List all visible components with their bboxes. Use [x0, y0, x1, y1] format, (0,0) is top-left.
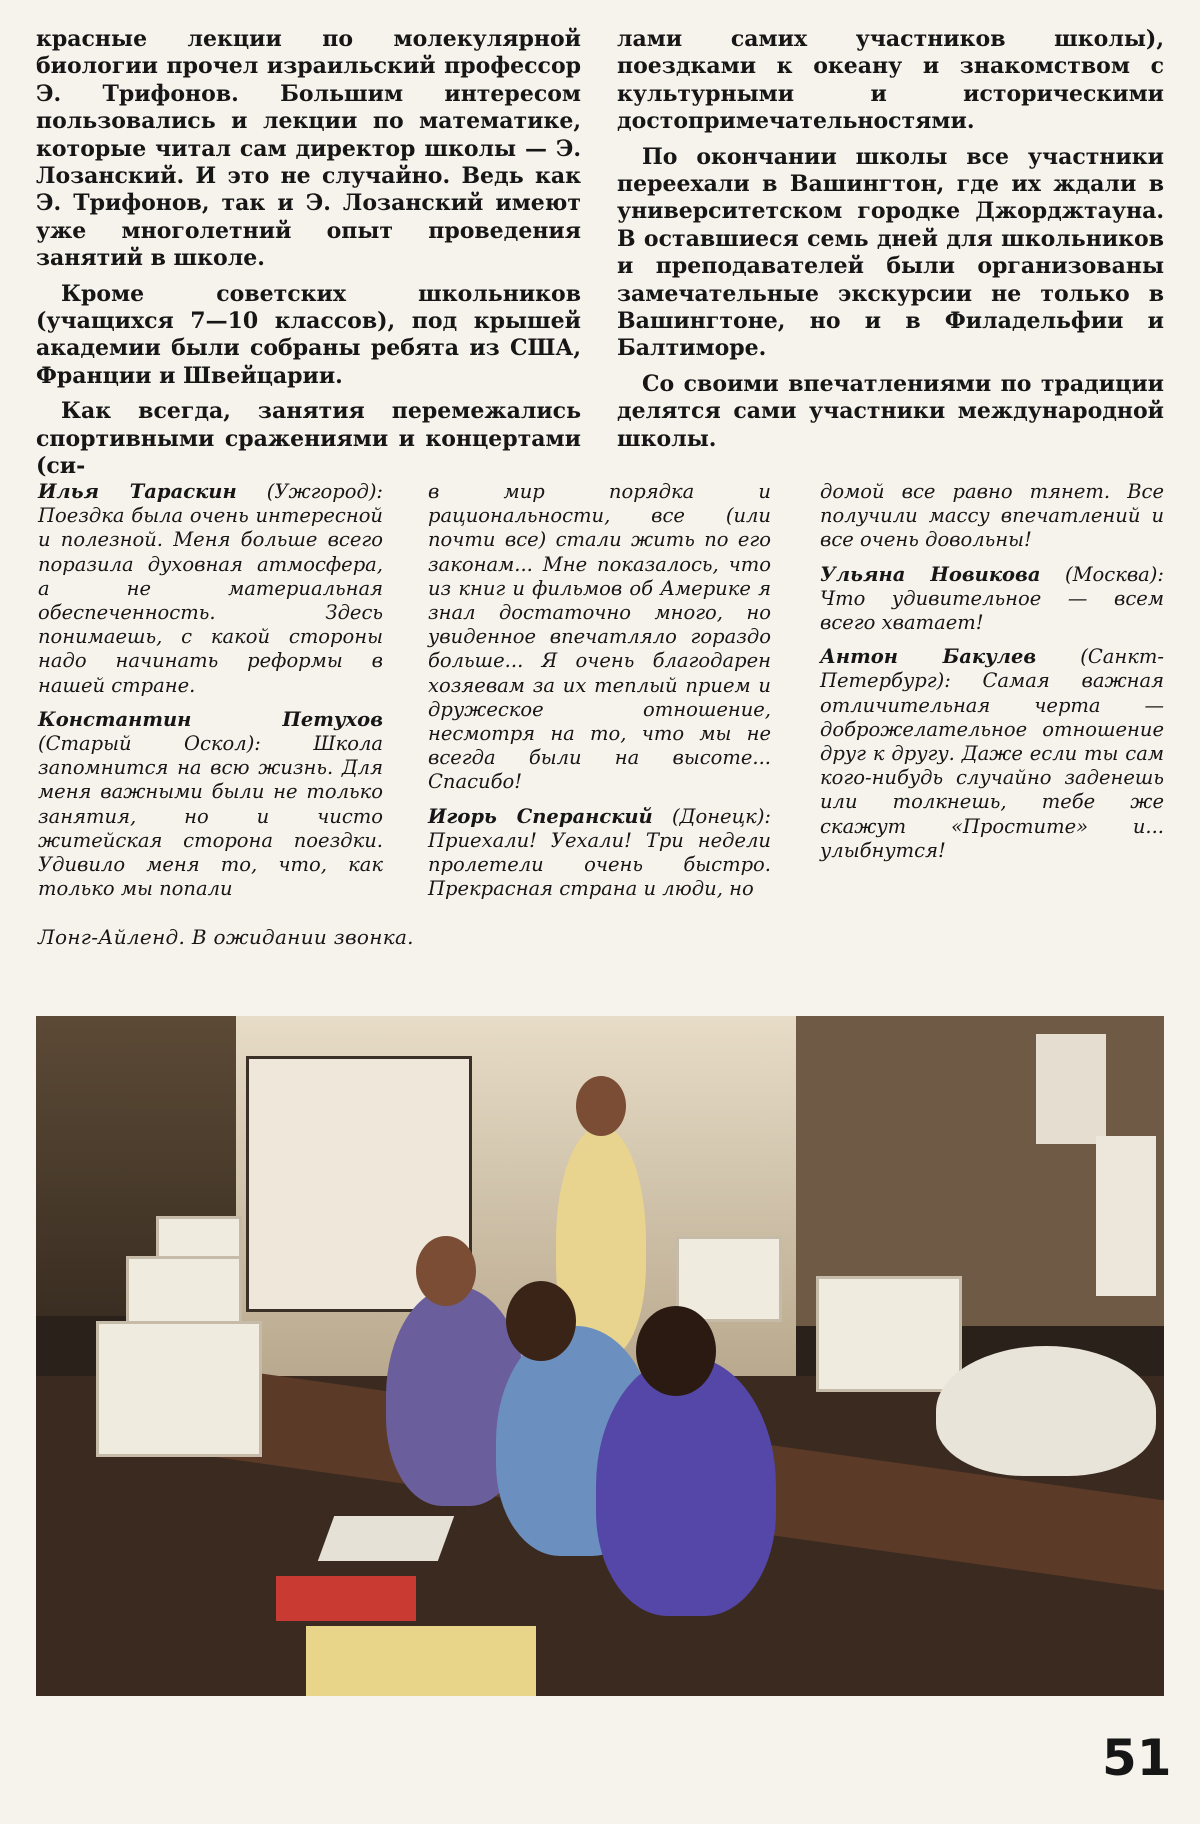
quotes-column-3: [820, 480, 1164, 863]
photo-folder: [276, 1576, 416, 1621]
photo-person: [936, 1346, 1156, 1476]
quote-place: (Донецк):: [652, 804, 772, 828]
quote-place: (Санкт-Петербург):: [820, 645, 1164, 693]
quote-text: Поездка была очень интересной и полезной. Меня больше всего поразила духовная атмосфера, а не материальная обеспеченность. Здесь понимаешь, с какой стороны надо начинать реформы в нашей стране.: [38, 504, 383, 697]
article-paragraph: Как всегда, занятия перемежались спортивными сражениями и концертами (си-: [36, 398, 581, 480]
quote: [38, 480, 383, 698]
quote-continuation: в мир порядка и рациональности, все (или почти все) стали жить по его законам... Мне показалось, что из книг и фильмов об Америке я знал достаточно много, но увиденное впечатляло гораздо больше... Я очень благодарен хозяевам за их теплый прием и дружеское отношение, несмотря на то, что мы не всегда были на высоте... Спасибо!: [428, 480, 771, 794]
photo-head: [506, 1281, 576, 1361]
quote-author: Илья Тараскин: [38, 480, 237, 503]
quote-text: Школа запомнится на всю жизнь. Для меня важными были не только занятия, но и чисто житейская сторона поездки. Удивило меня то, что, как только мы попали: [38, 732, 383, 901]
photo-paper: [306, 1626, 536, 1696]
photo-monitor: [96, 1321, 262, 1457]
quotes-column-2: [428, 480, 771, 901]
quote-author: Игорь Сперанский: [428, 804, 653, 828]
photo-head: [576, 1076, 626, 1136]
quote-author: Антон Бакулев: [820, 645, 1037, 669]
quote-place: (Ужгород):: [236, 480, 384, 503]
photo-monitor: [816, 1276, 962, 1392]
article-paragraph: Кроме советских школьников (учащихся 7—10 классов), под крышей академии были собраны ребята из США, Франции и Швейцарии.: [36, 280, 581, 389]
photo-keyboard: [318, 1516, 454, 1561]
photo-notice: [1096, 1136, 1156, 1296]
photo-caption: Лонг-Айленд. В ожидании звонка.: [38, 925, 414, 949]
article-paragraph: По окончании школы все участники переехали в Вашингтон, где их ждали в университетском городке Джорджтауна. В оставшиеся семь дней для школьников и преподавателей были организованы замечательные экскурсии не только в Вашингтоне, но и в Филадельфии и Балтиморе.: [617, 143, 1164, 362]
article-paragraph: лами самих участников школы), поездками к океану и знакомством с культурными и историческими достопримечательностями.: [617, 26, 1164, 135]
photo-head: [636, 1306, 716, 1396]
photo-notice: [1036, 1034, 1106, 1144]
quote-text: Приехали! Уехали! Три недели пролетели очень быстро. Прекрасная страна и люди, но: [428, 828, 771, 901]
quotes-column-1: [38, 480, 383, 901]
quote-text: Самая важная отличительная черта — доброжелательное отношение друг к другу. Даже если ты сам кого-нибудь случайно заденешь или толкнешь, тебе же скажут «Простите» и... улыбнутся!: [820, 669, 1164, 862]
page-number: 51: [1102, 1729, 1172, 1787]
article-paragraph: Со своими впечатлениями по традиции делятся сами участники международной школы.: [617, 370, 1164, 452]
quote-place: (Старый Оскол):: [38, 732, 261, 756]
article-paragraph: красные лекции по молекулярной биологии прочел израильский профессор Э. Трифонов. Большим интересом пользовались и лекции по математике, которые читал сам директор школы — Э. Лозанский. И это не случайно. Ведь как Э. Трифонов, так и Э. Лозанский имеют уже многолетний опыт проведения занятий в школе.: [36, 26, 581, 272]
quote-author: Ульяна Новикова: [820, 562, 1041, 586]
quote-author: Константин Петухов: [38, 707, 383, 731]
quote-place: (Москва):: [1040, 562, 1164, 586]
computer-lab-photo: [36, 1016, 1164, 1696]
quote: [38, 708, 383, 902]
quote: [820, 563, 1164, 636]
article-column-right: [617, 26, 1164, 453]
quote-continuation: домой все равно тянет. Все получили массу впечатлений и все очень довольны!: [820, 480, 1164, 552]
quote: [428, 805, 771, 902]
article-column-left: [36, 26, 581, 481]
photo-person: [596, 1356, 776, 1616]
photo-head: [416, 1236, 476, 1306]
quote: [820, 645, 1164, 863]
quote-text: Что удивительное — всем всего хватает!: [820, 586, 1164, 635]
